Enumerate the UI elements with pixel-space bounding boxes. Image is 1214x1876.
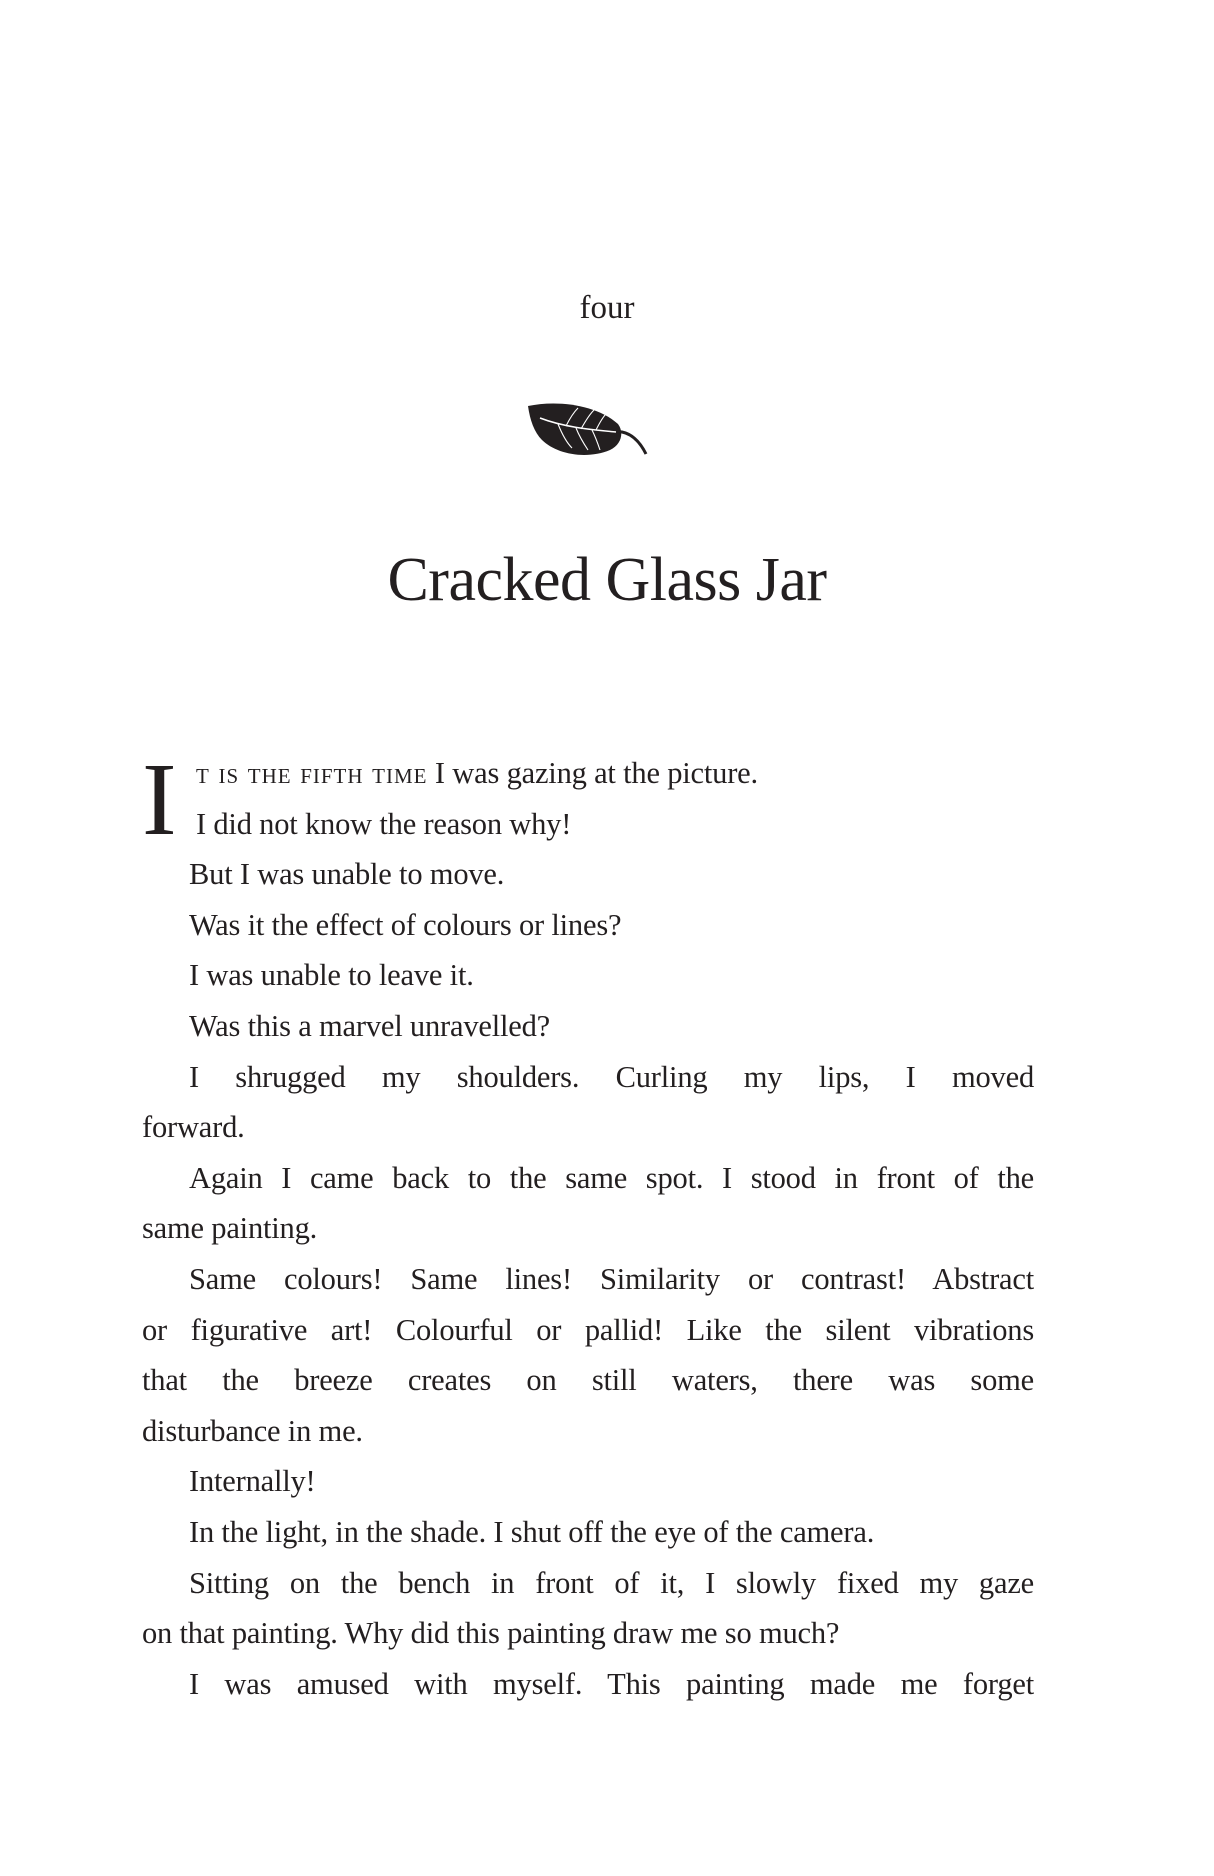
chapter-body — [142, 742, 1034, 1709]
text-line: I was amused with myself. This painting made me forget — [189, 1666, 1034, 1701]
text-line: Was this a marvel unravelled? — [189, 1008, 550, 1043]
text-line: I did not know the reason why! — [196, 806, 572, 841]
text-line: on that painting. Why did this painting draw me so much? — [142, 1616, 840, 1651]
text-line: Again I came back to the same spot. I stood in front of the — [189, 1160, 1034, 1195]
leaf-icon — [526, 402, 650, 458]
text-line: Internally! — [189, 1464, 316, 1499]
text-line: that the breeze creates on still waters, there was some — [142, 1363, 1034, 1398]
text-line: Was it the effect of colours or lines? — [189, 907, 622, 942]
text-line: forward. — [142, 1110, 245, 1145]
chapter-number: four — [579, 290, 635, 326]
text-line: disturbance in me. — [142, 1413, 363, 1448]
first-line — [142, 748, 1034, 799]
text-line: I shrugged my shoulders. Curling my lips, I moved — [189, 1059, 1034, 1094]
text-line: I was unable to leave it. — [189, 958, 474, 993]
drop-cap: I — [142, 742, 177, 857]
first-line-rest: I was gazing at the picture. — [427, 756, 758, 790]
text-line: Sitting on the bench in front of it, I slowly fixed my gaze — [189, 1565, 1034, 1600]
text-line: In the light, in the shade. I shut off the eye of the camera. — [189, 1514, 875, 1549]
text-line: But I was unable to move. — [189, 857, 505, 892]
text-line: same painting. — [142, 1211, 318, 1246]
text-line: Same colours! Same lines! Similarity or contrast! Abstract — [189, 1261, 1034, 1296]
small-caps-opening: t is the fifth time — [196, 756, 428, 790]
text-line: or figurative art! Colourful or pallid! Like the silent vibrations — [142, 1312, 1034, 1347]
chapter-title: Cracked Glass Jar — [387, 546, 827, 614]
